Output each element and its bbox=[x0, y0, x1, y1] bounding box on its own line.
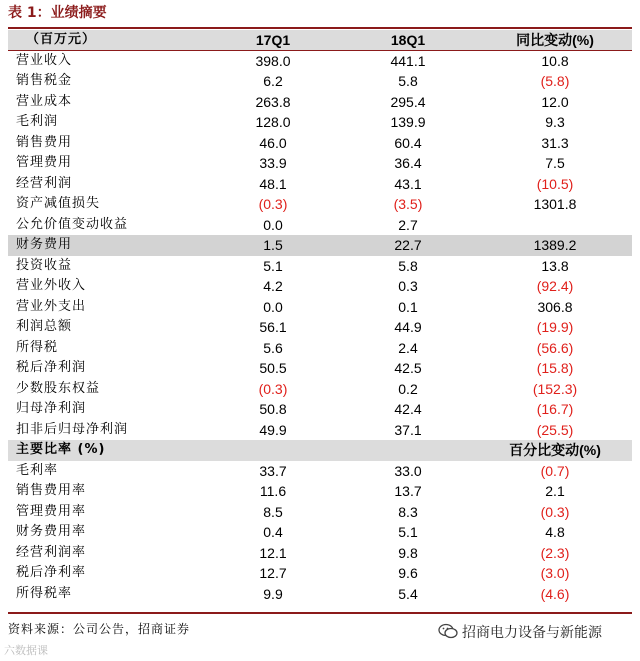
row-label: 扣非后归母净利润 bbox=[16, 421, 129, 437]
value-17q1: 33.9 bbox=[259, 155, 287, 172]
value-17q1: 0.0 bbox=[263, 216, 283, 233]
value-17q1: 49.9 bbox=[259, 421, 287, 438]
value-18q1: 5.8 bbox=[398, 73, 418, 90]
value-change: (16.7) bbox=[536, 401, 574, 418]
value-17q1: 11.6 bbox=[259, 483, 287, 500]
row-label: 销售税金 bbox=[16, 73, 73, 89]
value-change: (15.8) bbox=[536, 360, 574, 377]
rows-row bbox=[8, 71, 632, 92]
rows-row bbox=[8, 92, 632, 113]
ratios-row bbox=[8, 481, 632, 502]
row-label: 所得税 bbox=[16, 339, 59, 355]
value-change: (19.9) bbox=[536, 319, 574, 336]
row-label: 毛利率 bbox=[16, 462, 59, 478]
value-18q1: 44.9 bbox=[394, 319, 422, 336]
row-label: 税后净利润 bbox=[16, 360, 87, 376]
value-18q1: 13.7 bbox=[394, 483, 422, 500]
ratios-change-header: 百分比变动(%) bbox=[478, 440, 632, 461]
rows-row bbox=[8, 235, 632, 256]
value-change: (10.5) bbox=[536, 175, 574, 192]
wechat-icon bbox=[438, 623, 458, 639]
row-label: 营业外支出 bbox=[16, 298, 87, 314]
row-label: 营业收入 bbox=[16, 53, 73, 68]
row-label: 毛利润 bbox=[16, 114, 59, 130]
rows-row bbox=[8, 194, 632, 215]
rows-row bbox=[8, 297, 632, 318]
rows-row bbox=[8, 317, 632, 338]
value-18q1: 42.4 bbox=[394, 401, 422, 418]
value-change: (152.3) bbox=[532, 380, 578, 397]
header-row bbox=[8, 30, 632, 51]
ratios-row bbox=[8, 522, 632, 543]
value-17q1: 50.5 bbox=[259, 360, 287, 377]
value-17q1: 48.1 bbox=[259, 175, 287, 192]
header-unit: （百万元） bbox=[8, 30, 208, 51]
header-17q1: 17Q1 bbox=[208, 30, 338, 51]
value-change: (92.4) bbox=[536, 278, 574, 295]
value-18q1: 43.1 bbox=[394, 175, 422, 192]
value-change: 2.1 bbox=[545, 483, 565, 500]
value-17q1: 12.1 bbox=[259, 544, 287, 561]
value-18q1: 5.1 bbox=[398, 524, 418, 541]
value-18q1: 2.4 bbox=[398, 339, 418, 356]
ratios-row bbox=[8, 461, 632, 482]
value-18q1: 36.4 bbox=[394, 155, 422, 172]
row-label: 税后净利率 bbox=[16, 565, 87, 581]
row-label: 营业成本 bbox=[16, 93, 73, 109]
value-18q1: 60.4 bbox=[394, 134, 422, 151]
value-change: 10.8 bbox=[541, 53, 569, 69]
header-18q1: 18Q1 bbox=[338, 30, 478, 51]
row-label: 销售费用 bbox=[16, 134, 73, 150]
value-18q1: 441.1 bbox=[390, 53, 426, 69]
ratios-title: 主要比率 (%) bbox=[8, 440, 208, 461]
value-18q1: 8.3 bbox=[398, 503, 418, 520]
rows-row bbox=[8, 112, 632, 133]
value-change: 1301.8 bbox=[533, 196, 577, 213]
value-18q1: (3.5) bbox=[393, 196, 423, 213]
row-label: 营业外收入 bbox=[16, 278, 87, 294]
bottom-rule bbox=[8, 612, 632, 614]
value-17q1: 1.5 bbox=[208, 235, 338, 256]
rows-row bbox=[8, 358, 632, 379]
value-17q1: (0.3) bbox=[258, 380, 288, 397]
header-yoy: 同比变动(%) bbox=[478, 30, 632, 51]
value-17q1: 398.0 bbox=[255, 53, 291, 69]
value-17q1: 12.7 bbox=[259, 565, 287, 582]
value-18q1: 2.7 bbox=[398, 216, 418, 233]
value-17q1: 263.8 bbox=[255, 93, 291, 110]
value-17q1: 4.2 bbox=[263, 278, 283, 295]
value-17q1: 6.2 bbox=[263, 73, 283, 90]
value-18q1: 9.6 bbox=[398, 565, 418, 582]
value-17q1: 128.0 bbox=[255, 114, 291, 131]
blank bbox=[338, 440, 478, 461]
rows-row bbox=[8, 420, 632, 441]
row-label: 归母净利润 bbox=[16, 401, 87, 417]
rows-row bbox=[8, 276, 632, 297]
value-change: (4.6) bbox=[540, 585, 570, 602]
rows-row bbox=[8, 256, 632, 277]
value-change: 306.8 bbox=[537, 298, 573, 315]
row-label: 公允价值变动收益 bbox=[16, 216, 129, 232]
row-label: 管理费用 bbox=[16, 155, 73, 171]
row-label: 利润总额 bbox=[16, 319, 73, 335]
value-change: (0.7) bbox=[540, 462, 570, 479]
value-change: 4.8 bbox=[545, 524, 565, 541]
row-label: 少数股东权益 bbox=[16, 380, 101, 396]
value-17q1: 5.6 bbox=[263, 339, 283, 356]
top-rule bbox=[8, 27, 632, 29]
rows-row bbox=[8, 174, 632, 195]
ratios-row bbox=[8, 563, 632, 584]
value-change: 31.3 bbox=[541, 134, 569, 151]
row-label: 经营利润 bbox=[16, 175, 73, 191]
value-change: 13.8 bbox=[541, 257, 569, 274]
value-change: (0.3) bbox=[540, 503, 570, 520]
value-18q1: 33.0 bbox=[394, 462, 422, 479]
value-17q1: 50.8 bbox=[259, 401, 287, 418]
value-change: (3.0) bbox=[540, 565, 570, 582]
value-18q1: 37.1 bbox=[394, 421, 422, 438]
rows-row bbox=[8, 51, 632, 72]
rows-row bbox=[8, 215, 632, 236]
row-label: 财务费用率 bbox=[16, 524, 87, 540]
ratios-row bbox=[8, 502, 632, 523]
row-label: 所得税率 bbox=[16, 585, 73, 601]
value-change: 9.3 bbox=[545, 114, 565, 131]
value-change: (2.3) bbox=[540, 544, 570, 561]
earnings-table bbox=[8, 30, 632, 604]
value-change bbox=[478, 215, 632, 236]
value-17q1: 0.0 bbox=[263, 298, 283, 315]
table-title: 表 1：业绩摘要 bbox=[8, 5, 107, 21]
value-17q1: 0.4 bbox=[263, 524, 283, 541]
row-label: 投资收益 bbox=[16, 257, 73, 273]
rows-row bbox=[8, 153, 632, 174]
wechat-account bbox=[438, 622, 602, 642]
value-17q1: 8.5 bbox=[263, 503, 283, 520]
value-18q1: 22.7 bbox=[338, 235, 478, 256]
rows-row bbox=[8, 133, 632, 154]
value-18q1: 0.3 bbox=[398, 278, 418, 295]
ratios-section-header bbox=[8, 440, 632, 461]
rows-row bbox=[8, 379, 632, 400]
row-label: 管理费用率 bbox=[16, 503, 87, 519]
value-change: 1389.2 bbox=[478, 235, 632, 256]
value-change: (5.8) bbox=[540, 73, 570, 90]
rows-row bbox=[8, 399, 632, 420]
rows-row bbox=[8, 338, 632, 359]
value-17q1: 46.0 bbox=[259, 134, 287, 151]
wechat-name: 招商电力设备与新能源 bbox=[462, 625, 602, 641]
row-label: 财务费用 bbox=[8, 235, 208, 256]
value-change: (25.5) bbox=[536, 421, 574, 438]
value-17q1: 56.1 bbox=[259, 319, 287, 336]
row-label: 销售费用率 bbox=[16, 483, 87, 499]
value-change: 7.5 bbox=[545, 155, 565, 172]
row-label: 经营利润率 bbox=[16, 544, 87, 560]
value-18q1: 5.4 bbox=[398, 585, 418, 602]
value-17q1: 5.1 bbox=[263, 257, 283, 274]
source-note: 资料来源：公司公告，招商证券 bbox=[8, 622, 191, 636]
value-17q1: (0.3) bbox=[258, 196, 288, 213]
ratios-row bbox=[8, 584, 632, 605]
value-18q1: 295.4 bbox=[390, 93, 426, 110]
value-change: 12.0 bbox=[541, 93, 569, 110]
value-18q1: 5.8 bbox=[398, 257, 418, 274]
watermark: 六数据课 bbox=[4, 644, 48, 657]
value-18q1: 139.9 bbox=[390, 114, 426, 131]
value-17q1: 33.7 bbox=[259, 462, 287, 479]
value-18q1: 9.8 bbox=[398, 544, 418, 561]
blank bbox=[208, 440, 338, 461]
row-label: 资产减值损失 bbox=[16, 196, 101, 212]
value-change: (56.6) bbox=[536, 339, 574, 356]
value-17q1: 9.9 bbox=[263, 585, 283, 602]
ratios-row bbox=[8, 543, 632, 564]
value-18q1: 0.2 bbox=[398, 380, 418, 397]
value-18q1: 42.5 bbox=[394, 360, 422, 377]
value-18q1: 0.1 bbox=[398, 298, 418, 315]
